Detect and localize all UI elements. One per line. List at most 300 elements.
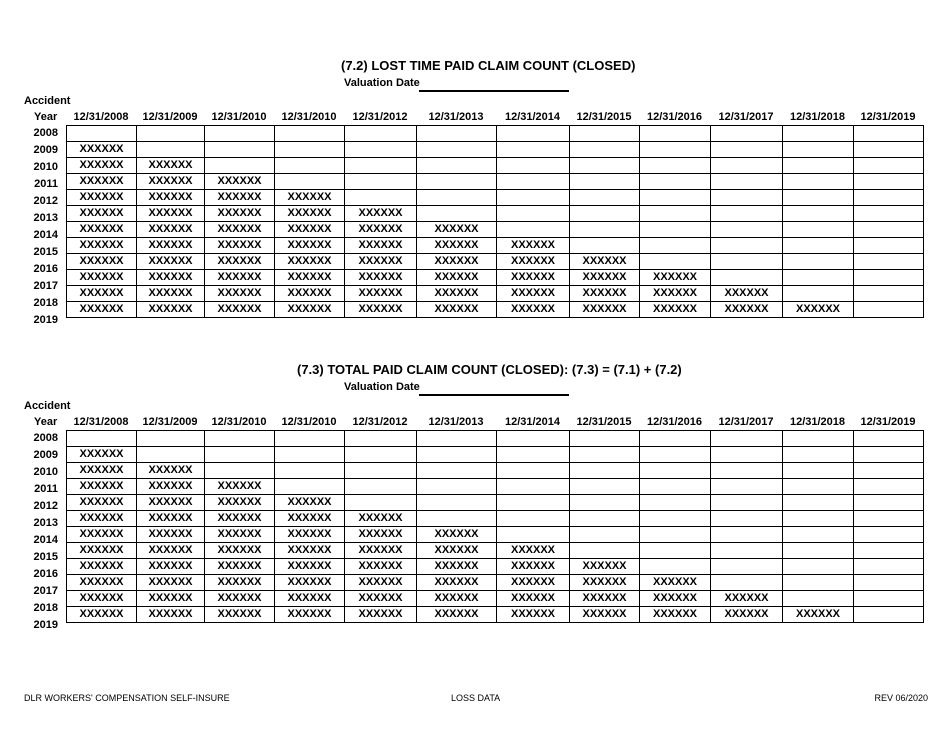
table-cell[interactable] [640,431,711,447]
table-cell[interactable] [711,447,783,463]
table-cell[interactable] [497,158,570,174]
table-cell[interactable] [570,158,640,174]
table-cell[interactable]: XXXXXX [345,511,417,527]
table-cell[interactable] [640,126,711,142]
table-cell[interactable] [783,591,854,607]
table-cell[interactable]: XXXXXX [137,270,205,286]
table-cell[interactable] [783,254,854,270]
table-cell[interactable] [854,286,924,302]
table-cell[interactable] [275,463,345,479]
column-header: 12/31/2008 [73,111,129,123]
table-cell[interactable] [783,222,854,238]
table-cell[interactable] [137,126,205,142]
table-cell[interactable] [783,270,854,286]
table-cell[interactable] [711,270,783,286]
table-cell[interactable] [570,495,640,511]
table-cell[interactable] [497,447,570,463]
table-cell[interactable]: XXXXXX [345,286,417,302]
table-cell[interactable]: XXXXXX [345,543,417,559]
table-cell[interactable] [783,511,854,527]
table-cell[interactable] [640,254,711,270]
table-cell[interactable]: XXXXXX [497,575,570,591]
table-cell[interactable]: XXXXXX [67,559,137,575]
table-cell[interactable] [854,527,924,543]
table-cell[interactable] [497,527,570,543]
table-cell[interactable]: XXXXXX [570,270,640,286]
table-cell[interactable]: XXXXXX [205,559,275,575]
table-cell[interactable]: XXXXXX [497,254,570,270]
table-cell[interactable]: XXXXXX [497,238,570,254]
table-cell[interactable] [854,206,924,222]
table-cell[interactable] [854,126,924,142]
table-cell[interactable]: XXXXXX [497,302,570,318]
table-cell[interactable]: XXXXXX [137,575,205,591]
table-cell[interactable]: XXXXXX [570,254,640,270]
table-cell[interactable] [854,302,924,318]
table-cell[interactable] [570,174,640,190]
table-cell[interactable] [783,527,854,543]
table-cell[interactable] [854,431,924,447]
table-cell[interactable] [783,126,854,142]
table-cell[interactable]: XXXXXX [640,286,711,302]
table-cell[interactable]: XXXXXX [345,302,417,318]
table-cell[interactable]: XXXXXX [67,238,137,254]
table-cell[interactable]: XXXXXX [137,238,205,254]
table-cell[interactable]: XXXXXX [275,254,345,270]
table-cell[interactable] [854,559,924,575]
table-cell[interactable]: XXXXXX [67,158,137,174]
table-cell[interactable] [345,158,417,174]
table-cell[interactable]: XXXXXX [67,302,137,318]
table-cell[interactable] [205,463,275,479]
valuation-date-field[interactable] [419,394,569,396]
table-cell[interactable] [205,126,275,142]
table-cell[interactable]: XXXXXX [205,543,275,559]
table-cell[interactable]: XXXXXX [67,286,137,302]
table-cell[interactable] [497,431,570,447]
table-cell[interactable] [497,495,570,511]
table-cell[interactable]: XXXXXX [497,286,570,302]
table-cell[interactable]: XXXXXX [275,286,345,302]
table-cell[interactable]: XXXXXX [275,206,345,222]
table-cell[interactable] [854,174,924,190]
table-cell[interactable]: XXXXXX [67,511,137,527]
table-cell[interactable]: XXXXXX [67,479,137,495]
table-cell[interactable] [640,527,711,543]
table-cell[interactable]: XXXXXX [345,222,417,238]
table-cell[interactable] [854,575,924,591]
table-cell[interactable] [137,447,205,463]
table-cell[interactable] [345,447,417,463]
table-cell[interactable] [570,543,640,559]
table-cell[interactable]: XXXXXX [137,286,205,302]
table-cell[interactable] [783,238,854,254]
table-cell[interactable] [640,463,711,479]
table-cell[interactable]: XXXXXX [67,575,137,591]
table-cell[interactable]: XXXXXX [417,591,497,607]
table-cell[interactable] [417,447,497,463]
table-cell[interactable] [640,190,711,206]
column-header: 12/31/2015 [576,111,632,123]
table-cell[interactable] [711,479,783,495]
table-cell[interactable] [640,543,711,559]
table-cell[interactable] [417,190,497,206]
table-cell[interactable] [854,190,924,206]
table-cell[interactable] [711,238,783,254]
table-cell[interactable] [783,559,854,575]
table-cell[interactable] [67,126,137,142]
table-cell[interactable] [417,142,497,158]
table-cell[interactable]: XXXXXX [417,559,497,575]
table-cell[interactable] [345,463,417,479]
valuation-date-field[interactable] [419,90,569,92]
table-cell[interactable]: XXXXXX [497,270,570,286]
table-cell[interactable] [497,126,570,142]
table-cell[interactable]: XXXXXX [137,527,205,543]
table-cell[interactable]: XXXXXX [345,527,417,543]
table-cell[interactable] [417,126,497,142]
table-cell[interactable] [783,158,854,174]
table-cell[interactable]: XXXXXX [497,559,570,575]
table-cell[interactable]: XXXXXX [205,222,275,238]
table-cell[interactable]: XXXXXX [275,575,345,591]
table-cell[interactable]: XXXXXX [345,607,417,623]
table-cell[interactable]: XXXXXX [640,607,711,623]
table-cell[interactable] [640,222,711,238]
table-cell[interactable]: XXXXXX [205,190,275,206]
table-cell[interactable]: XXXXXX [345,575,417,591]
table-cell[interactable] [711,126,783,142]
table-cell[interactable] [711,511,783,527]
table-cell[interactable] [345,479,417,495]
table-cell[interactable]: XXXXXX [570,591,640,607]
table-cell[interactable] [205,447,275,463]
table-cell[interactable] [497,190,570,206]
table-cell[interactable] [417,495,497,511]
table-cell[interactable] [497,206,570,222]
table-cell[interactable] [275,447,345,463]
table-cell[interactable]: XXXXXX [67,527,137,543]
table-cell[interactable]: XXXXXX [275,222,345,238]
table-cell[interactable] [497,479,570,495]
table-cell[interactable]: XXXXXX [67,190,137,206]
table-cell[interactable]: XXXXXX [275,511,345,527]
table-cell[interactable]: XXXXXX [497,591,570,607]
table-cell[interactable] [205,158,275,174]
table-cell[interactable]: XXXXXX [205,575,275,591]
table-cell[interactable]: XXXXXX [417,286,497,302]
table-cell[interactable] [711,559,783,575]
table-cell[interactable] [345,190,417,206]
table-cell[interactable] [711,575,783,591]
table-cell[interactable] [640,495,711,511]
table-cell[interactable]: XXXXXX [67,174,137,190]
table-cell[interactable]: XXXXXX [137,302,205,318]
table-cell[interactable] [640,511,711,527]
table-cell[interactable] [783,190,854,206]
table-cell[interactable] [497,463,570,479]
table-cell[interactable]: XXXXXX [205,238,275,254]
table-cell[interactable]: XXXXXX [205,495,275,511]
table-cell[interactable]: XXXXXX [67,222,137,238]
table-cell[interactable]: XXXXXX [275,270,345,286]
table-cell[interactable]: XXXXXX [67,591,137,607]
table-cell[interactable] [854,543,924,559]
table-cell[interactable] [854,158,924,174]
table-cell[interactable]: XXXXXX [67,206,137,222]
table-cell[interactable]: XXXXXX [417,222,497,238]
table-cell[interactable] [783,575,854,591]
table-cell[interactable]: XXXXXX [497,607,570,623]
table-cell[interactable] [854,270,924,286]
table-cell[interactable] [711,142,783,158]
table-cell[interactable] [417,174,497,190]
table-cell[interactable] [417,206,497,222]
table-cell[interactable] [497,142,570,158]
table-cell[interactable] [275,158,345,174]
table-cell[interactable] [640,479,711,495]
table-cell[interactable]: XXXXXX [205,302,275,318]
table-cell[interactable]: XXXXXX [640,270,711,286]
table-cell[interactable]: XXXXXX [137,254,205,270]
table-cell[interactable] [345,126,417,142]
table-cell[interactable] [854,142,924,158]
table-cell[interactable]: XXXXXX [137,479,205,495]
table-cell[interactable]: XXXXXX [67,495,137,511]
table-cell[interactable]: XXXXXX [345,254,417,270]
table-cell[interactable] [711,527,783,543]
table-cell[interactable] [711,222,783,238]
table-cell[interactable] [570,431,640,447]
column-header: 12/31/2014 [504,416,561,428]
table-cell[interactable] [570,238,640,254]
table-cell[interactable]: XXXXXX [275,559,345,575]
table-cell[interactable] [570,511,640,527]
table-cell[interactable]: XXXXXX [137,222,205,238]
table-cell[interactable]: XXXXXX [67,447,137,463]
table-cell[interactable]: XXXXXX [417,575,497,591]
valuation-date-label: Valuation Date [344,77,420,89]
table-cell[interactable] [137,142,205,158]
table-cell[interactable]: XXXXXX [137,511,205,527]
table-cell[interactable]: XXXXXX [345,559,417,575]
table-cell[interactable]: XXXXXX [137,495,205,511]
table-cell[interactable] [854,447,924,463]
table-cell[interactable]: XXXXXX [137,559,205,575]
table-cell[interactable] [783,543,854,559]
table-cell[interactable] [640,142,711,158]
table-cell[interactable]: XXXXXX [205,479,275,495]
table-cell[interactable] [570,190,640,206]
table-cell[interactable] [345,174,417,190]
table-cell[interactable] [711,495,783,511]
table-cell[interactable] [570,206,640,222]
table-cell[interactable]: XXXXXX [137,591,205,607]
table-cell[interactable]: XXXXXX [137,607,205,623]
table-cell[interactable]: XXXXXX [711,591,783,607]
table-cell[interactable] [711,543,783,559]
table-cell[interactable]: XXXXXX [711,302,783,318]
table-cell[interactable]: XXXXXX [205,206,275,222]
table-cell[interactable] [783,174,854,190]
table-cell[interactable] [640,447,711,463]
table-cell[interactable] [345,142,417,158]
table-cell[interactable] [854,607,924,623]
table-cell[interactable]: XXXXXX [275,591,345,607]
table-cell[interactable]: XXXXXX [640,575,711,591]
table-cell[interactable]: XXXXXX [275,302,345,318]
table-cell[interactable]: XXXXXX [417,607,497,623]
table-cell[interactable] [417,158,497,174]
table-cell[interactable] [783,495,854,511]
table-cell[interactable] [417,479,497,495]
table-cell[interactable]: XXXXXX [275,607,345,623]
table-cell[interactable]: XXXXXX [570,607,640,623]
table-cell[interactable] [854,222,924,238]
table-cell[interactable]: XXXXXX [137,543,205,559]
table-cell[interactable]: XXXXXX [67,270,137,286]
table-cell[interactable] [345,495,417,511]
table-cell[interactable]: XXXXXX [205,286,275,302]
table-cell[interactable]: XXXXXX [205,607,275,623]
table-cell[interactable]: XXXXXX [137,174,205,190]
table-cell[interactable] [417,511,497,527]
table-cell[interactable]: XXXXXX [275,527,345,543]
table-cell[interactable] [275,479,345,495]
table-cell[interactable]: XXXXXX [275,543,345,559]
table-cell[interactable]: XXXXXX [497,543,570,559]
table-cell[interactable]: XXXXXX [345,206,417,222]
table-cell[interactable]: XXXXXX [711,286,783,302]
table-cell[interactable]: XXXXXX [205,591,275,607]
table-cell[interactable] [783,431,854,447]
table-cell[interactable] [854,511,924,527]
table-cell[interactable]: XXXXXX [570,286,640,302]
table-cell[interactable] [854,463,924,479]
table-cell[interactable]: XXXXXX [205,174,275,190]
column-header: 12/31/2008 [73,416,129,428]
table-cell[interactable] [275,142,345,158]
table-cell[interactable]: XXXXXX [205,254,275,270]
table-cell[interactable]: XXXXXX [67,607,137,623]
table-cell[interactable] [640,158,711,174]
table-cell[interactable]: XXXXXX [67,254,137,270]
table-cell[interactable] [711,174,783,190]
table-cell[interactable] [711,254,783,270]
table-cell[interactable] [783,447,854,463]
table-cell[interactable] [640,238,711,254]
table-cell[interactable]: XXXXXX [640,302,711,318]
accident-year: 2014 [33,229,58,241]
table-cell[interactable]: XXXXXX [205,527,275,543]
table-cell[interactable] [417,431,497,447]
table-cell[interactable]: XXXXXX [205,511,275,527]
table-cell[interactable] [67,431,137,447]
table-cell[interactable]: XXXXXX [345,591,417,607]
table-cell[interactable]: XXXXXX [67,142,137,158]
footer-right: REV 06/2020 [874,693,928,703]
table-cell[interactable] [570,126,640,142]
table-cell[interactable] [205,431,275,447]
column-header: 12/31/2013 [428,111,484,123]
table-cell[interactable]: XXXXXX [275,190,345,206]
table-cell[interactable]: XXXXXX [137,206,205,222]
table-cell[interactable]: XXXXXX [783,302,854,318]
table-cell[interactable] [570,447,640,463]
table-cell[interactable] [275,174,345,190]
table-cell[interactable] [854,495,924,511]
table-cell[interactable] [137,431,205,447]
table-cell[interactable] [640,559,711,575]
table-cell[interactable]: XXXXXX [417,270,497,286]
table-cell[interactable] [570,527,640,543]
table-cell[interactable] [275,431,345,447]
table-cell[interactable] [854,238,924,254]
table-cell[interactable]: XXXXXX [417,543,497,559]
table-cell[interactable] [417,463,497,479]
table-cell[interactable]: XXXXXX [570,575,640,591]
table-cell[interactable] [711,463,783,479]
table-cell[interactable] [570,479,640,495]
table-cell[interactable] [570,142,640,158]
table-cell[interactable]: XXXXXX [570,559,640,575]
table-cell[interactable]: XXXXXX [275,495,345,511]
table-cell[interactable] [711,190,783,206]
table-cell[interactable] [640,206,711,222]
table-cell[interactable]: XXXXXX [711,607,783,623]
table-cell[interactable] [497,222,570,238]
table-cell[interactable] [711,206,783,222]
table-cell[interactable] [275,126,345,142]
table-cell[interactable]: XXXXXX [417,527,497,543]
table-cell[interactable]: XXXXXX [137,158,205,174]
table-cell[interactable]: XXXXXX [783,607,854,623]
table-cell[interactable] [570,222,640,238]
table-cell[interactable] [640,174,711,190]
column-header: 12/31/2012 [352,111,408,123]
table-cell[interactable]: XXXXXX [205,270,275,286]
table-cell[interactable]: XXXXXX [640,591,711,607]
table-cell[interactable] [783,286,854,302]
table-cell[interactable]: XXXXXX [275,238,345,254]
table-cell[interactable]: XXXXXX [345,270,417,286]
table-cell[interactable] [711,431,783,447]
table-cell[interactable] [783,463,854,479]
table-cell[interactable] [783,142,854,158]
table-cell[interactable] [497,511,570,527]
table-cell[interactable]: XXXXXX [417,302,497,318]
table-cell[interactable]: XXXXXX [417,238,497,254]
table-cell[interactable] [854,591,924,607]
table-cell[interactable]: XXXXXX [345,238,417,254]
table-cell[interactable] [854,254,924,270]
table-cell[interactable]: XXXXXX [570,302,640,318]
table-cell[interactable]: XXXXXX [137,463,205,479]
table-cell[interactable] [345,431,417,447]
table-cell[interactable] [205,142,275,158]
table-cell[interactable] [854,479,924,495]
table-cell[interactable]: XXXXXX [67,543,137,559]
table-cell[interactable]: XXXXXX [417,254,497,270]
table-cell[interactable] [570,463,640,479]
table-cell[interactable] [783,206,854,222]
table-cell[interactable]: XXXXXX [137,190,205,206]
table-cell[interactable] [783,479,854,495]
accident-year: 2017 [33,585,58,597]
table-cell[interactable] [497,174,570,190]
table-cell[interactable] [711,158,783,174]
table-cell[interactable]: XXXXXX [67,463,137,479]
